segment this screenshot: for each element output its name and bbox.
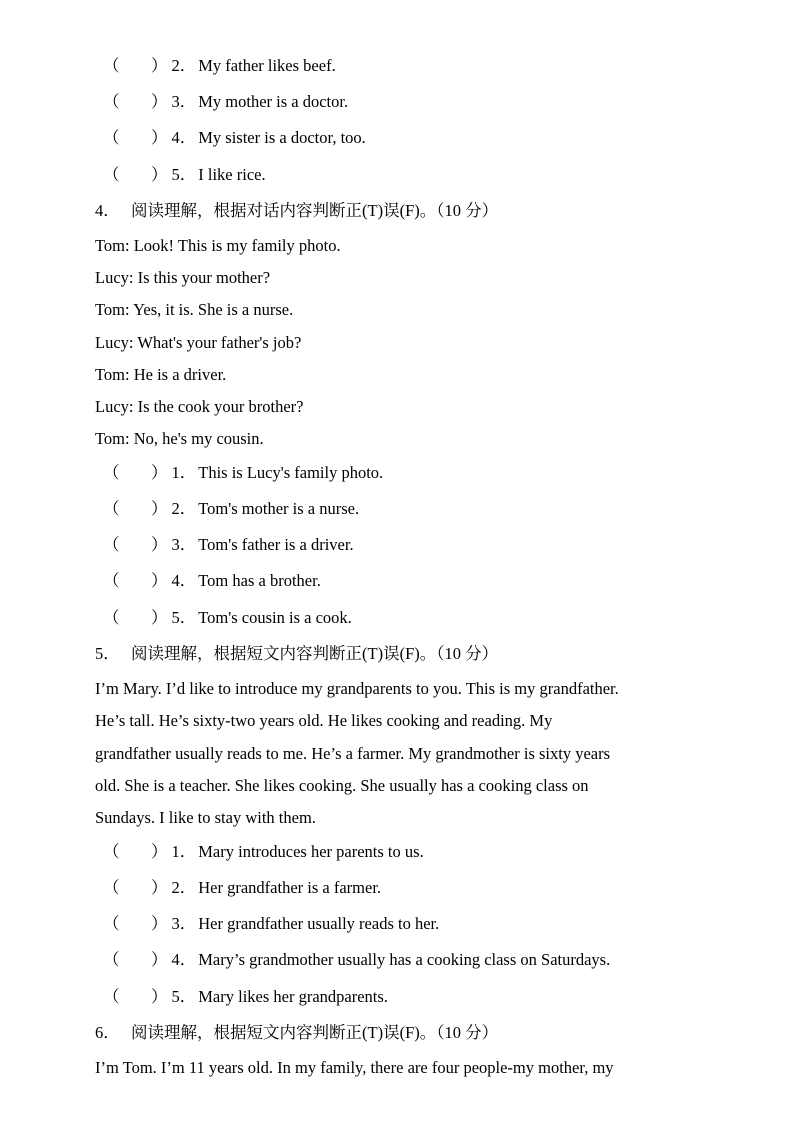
question-text: Her grandfather is a farmer. [198, 878, 382, 897]
answer-blank-open: （ [103, 56, 120, 75]
question-number: 1． [171, 463, 197, 482]
question-item [103, 571, 321, 591]
section-title: 阅读理解，根据对话内容判断正(T)误(F)。（10 分） [131, 201, 499, 220]
question-text: Mary’s grandmother usually has a cooking class on Saturdays. [198, 950, 611, 969]
question-text: Tom's cousin is a cook. [198, 608, 352, 627]
question-text: Tom's father is a driver. [198, 535, 354, 554]
answer-blank-close: ） [151, 165, 168, 184]
passage-line: Sundays. I like to stay with them. [95, 808, 316, 827]
answer-blank-close: ） [151, 987, 168, 1006]
answer-blank-close: ） [151, 128, 168, 147]
answer-blank-close: ） [151, 535, 168, 554]
passage-line: I’m Mary. I’d like to introduce my grandparents to you. This is my grandfather. [95, 679, 619, 698]
question-number: 2． [171, 878, 197, 897]
question-item [103, 165, 266, 185]
question-item [103, 950, 610, 970]
answer-blank-open: （ [103, 608, 120, 627]
answer-blank-close: ） [151, 878, 168, 897]
answer-blank-open: （ [103, 165, 120, 184]
section-title: 阅读理解，根据短文内容判断正(T)误(F)。（10 分） [131, 644, 499, 663]
answer-blank-close: ） [151, 571, 168, 590]
question-number: 5． [171, 165, 197, 184]
answer-blank-open: （ [103, 950, 120, 969]
question-item [103, 842, 424, 862]
question-number: 1． [171, 842, 197, 861]
answer-blank-open: （ [103, 499, 120, 518]
question-item [103, 56, 336, 76]
question-text: Tom's mother is a nurse. [198, 499, 360, 518]
dialogue-line: Tom: Yes, it is. She is a nurse. [95, 300, 294, 319]
question-number: 4． [171, 950, 197, 969]
answer-blank-open: （ [103, 128, 120, 147]
passage-line: He’s tall. He’s sixty-two years old. He likes cooking and reading. My [95, 711, 553, 730]
question-item [103, 463, 383, 483]
question-number: 3． [171, 92, 197, 111]
question-number: 2． [171, 499, 197, 518]
answer-blank-close: ） [151, 950, 168, 969]
answer-blank-open: （ [103, 535, 120, 554]
answer-blank-open: （ [103, 914, 120, 933]
answer-blank-open: （ [103, 878, 120, 897]
answer-blank-open: （ [103, 842, 120, 861]
question-text: This is Lucy's family photo. [198, 463, 384, 482]
answer-blank-close: ） [151, 499, 168, 518]
answer-blank-close: ） [151, 56, 168, 75]
question-text: Mary introduces her parents to us. [198, 842, 424, 861]
question-item [103, 987, 388, 1007]
passage-line: grandfather usually reads to me. He’s a farmer. My grandmother is sixty years [95, 744, 611, 763]
question-number: 4． [171, 128, 197, 147]
question-text: Tom has a brother. [198, 571, 321, 590]
dialogue-line: Tom: He is a driver. [95, 365, 227, 384]
dialogue-line: Tom: No, he's my cousin. [95, 429, 264, 448]
answer-blank-close: ） [151, 608, 168, 627]
section-number: 4． [95, 201, 120, 220]
answer-blank-open: （ [103, 571, 120, 590]
question-item [103, 499, 359, 519]
question-item [103, 878, 381, 898]
question-number: 2． [171, 56, 197, 75]
question-item [103, 92, 348, 112]
question-item [103, 608, 352, 628]
passage-line: old. She is a teacher. She likes cooking. She usually has a cooking class on [95, 776, 589, 795]
question-text: Mary likes her grandparents. [198, 987, 388, 1006]
section-number: 5． [95, 644, 120, 663]
question-number: 4． [171, 571, 197, 590]
section-heading [95, 644, 498, 664]
passage-line: I’m Tom. I’m 11 years old. In my family, there are four people-my mother, my [95, 1058, 614, 1077]
dialogue-line: Lucy: What's your father's job? [95, 333, 302, 352]
question-text: My mother is a doctor. [198, 92, 349, 111]
answer-blank-open: （ [103, 987, 120, 1006]
answer-blank-close: ） [151, 842, 168, 861]
question-item [103, 535, 354, 555]
answer-blank-open: （ [103, 463, 120, 482]
section-number: 6． [95, 1023, 120, 1042]
section-heading [95, 201, 498, 221]
dialogue-line: Lucy: Is this your mother? [95, 268, 271, 287]
question-item [103, 914, 439, 934]
dialogue-line: Tom: Look! This is my family photo. [95, 236, 341, 255]
section-heading [95, 1023, 498, 1043]
question-number: 3． [171, 914, 197, 933]
question-number: 5． [171, 608, 197, 627]
question-number: 5． [171, 987, 197, 1006]
answer-blank-close: ） [151, 914, 168, 933]
question-text: My sister is a doctor, too. [198, 128, 366, 147]
answer-blank-open: （ [103, 92, 120, 111]
section-title: 阅读理解，根据短文内容判断正(T)误(F)。（10 分） [131, 1023, 499, 1042]
dialogue-line: Lucy: Is the cook your brother? [95, 397, 304, 416]
answer-blank-close: ） [151, 463, 168, 482]
question-item [103, 128, 366, 148]
question-text: My father likes beef. [198, 56, 336, 75]
question-text: Her grandfather usually reads to her. [198, 914, 440, 933]
answer-blank-close: ） [151, 92, 168, 111]
question-number: 3． [171, 535, 197, 554]
question-text: I like rice. [198, 165, 266, 184]
